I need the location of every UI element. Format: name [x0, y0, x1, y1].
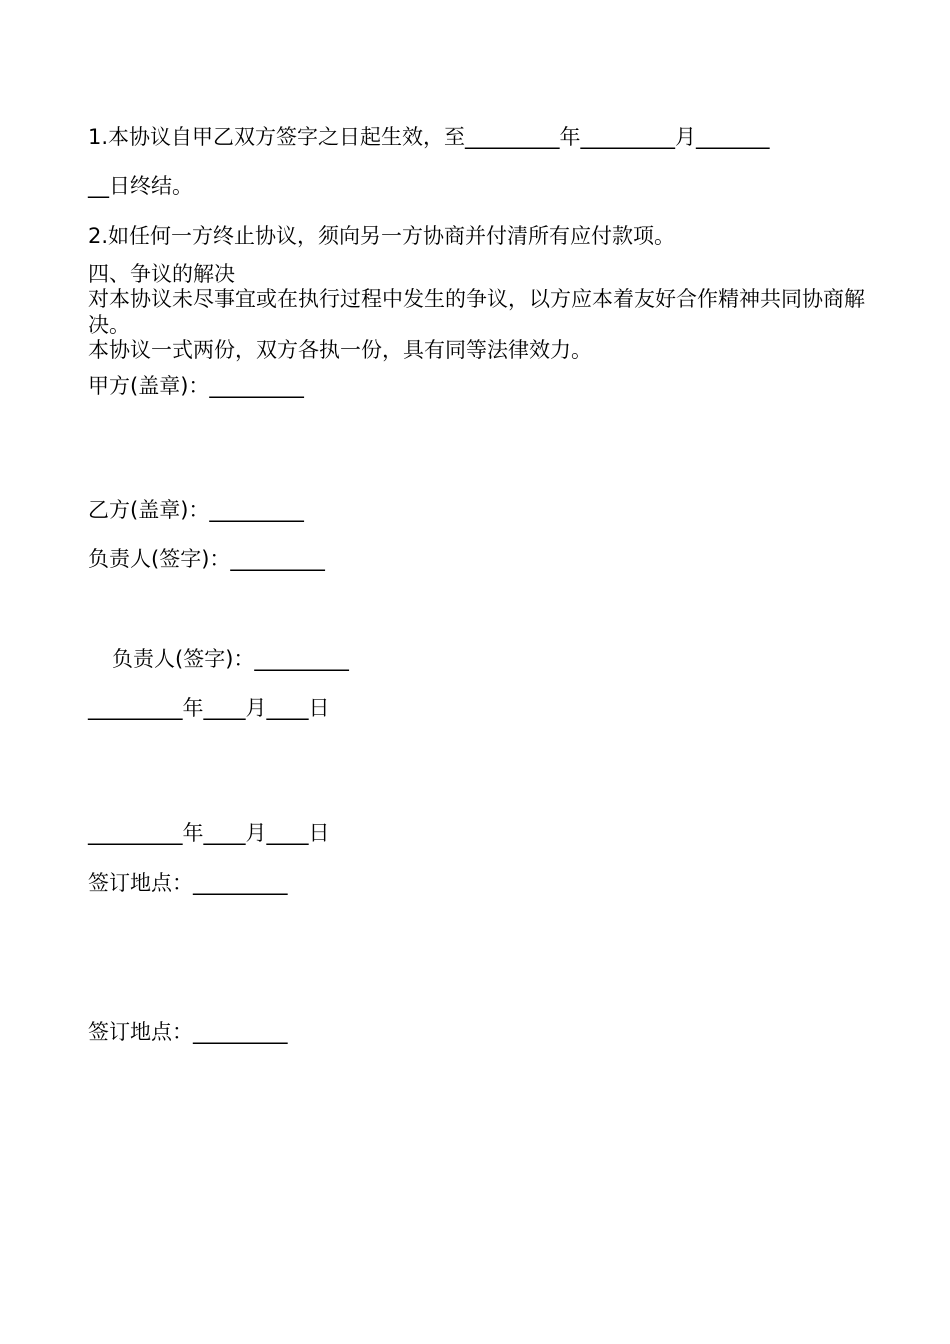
section-heading: 四、争议的解决 [88, 262, 235, 286]
party-b-seal: 乙方(盖章)：_________ [88, 498, 304, 522]
termination-clause: 2.如任何一方终止协议，须向另一方协商并付清所有应付款项。 [88, 224, 676, 248]
term-clause-line2: __日终结。 [88, 174, 193, 198]
dispute-text: 对本协议未尽事宜或在执行过程中发生的争议，以方应本着友好合作精神共同协商解决。 [88, 287, 865, 337]
signing-place-2: 签订地点：_________ [88, 1020, 288, 1044]
copies-text: 本协议一式两份，双方各执一份，具有同等法律效力。 [88, 338, 592, 362]
term-clause-line1: 1.本协议自甲乙双方签字之日起生效，至_________年_________月_______ [88, 125, 770, 149]
date-line-1: _________年____月____日 [88, 696, 330, 720]
person-in-charge-2: 负责人(签字)：_________ [112, 647, 349, 671]
person-in-charge-1: 负责人(签字)：_________ [88, 547, 325, 571]
date-line-2: _________年____月____日 [88, 821, 330, 845]
party-a-seal: 甲方(盖章)：_________ [88, 374, 304, 398]
signing-place-1: 签订地点：_________ [88, 871, 288, 895]
